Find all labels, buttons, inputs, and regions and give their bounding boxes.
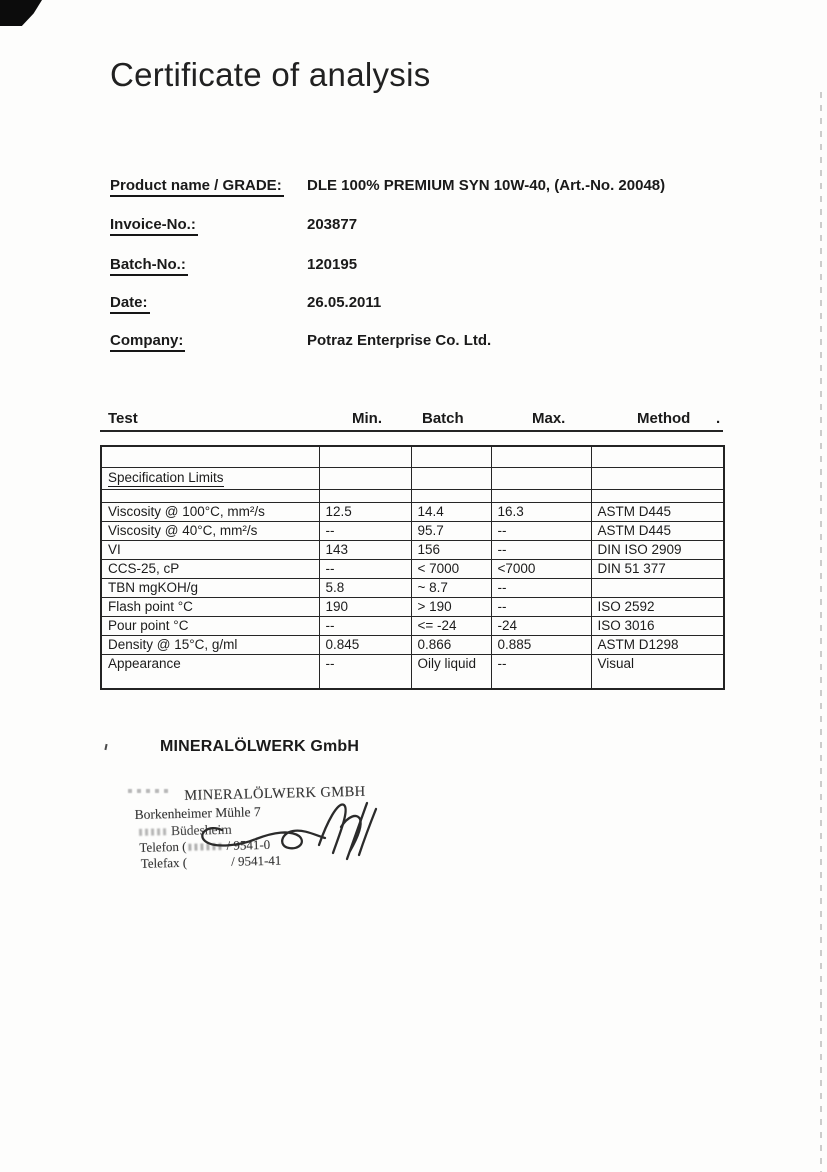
cell-test: Pour point °C [101,617,319,636]
table-row [101,598,724,617]
stamp-smudge [188,842,224,850]
stamp-street: Borkenheimer Mühle 7 [134,804,261,822]
scan-edge-dashed-line [820,92,822,1172]
cell-method: ISO 3016 [591,617,724,636]
col-header-max: Max. [532,410,566,427]
table-row [101,617,724,636]
table-row [101,541,724,560]
results-table [100,445,725,690]
cell-batch: 0.866 [411,636,491,655]
cell-test: Viscosity @ 100°C, mm²/s [101,503,319,522]
table-row [101,636,724,655]
table-row-blank [101,446,724,468]
cell-min: 5.8 [319,579,411,598]
cell-batch: ~ 8.7 [411,579,491,598]
cell-batch: <= -24 [411,617,491,636]
field-company [110,332,730,352]
cell-method: ASTM D1298 [591,636,724,655]
stamp-smudge [139,828,169,836]
cell-test: Viscosity @ 40°C, mm²/s [101,522,319,541]
field-product-grade [110,177,730,197]
table-row-blank [101,490,724,503]
cell-max: -- [491,579,591,598]
cell-method: Visual [591,655,724,690]
stamp-telefon-prefix: Telefon ( [139,838,187,855]
field-date [110,294,730,314]
section-label: Specification Limits [108,470,224,486]
cell-min: 0.845 [319,636,411,655]
cell-max: -24 [491,617,591,636]
field-value: 120195 [307,256,358,273]
table-row [101,503,724,522]
field-value: 203877 [307,216,358,233]
field-batch-no [110,256,730,276]
col-header-batch: Batch [422,410,464,427]
cell-method: ASTM D445 [591,522,724,541]
table-row [101,522,724,541]
field-label: Company: [110,332,185,352]
field-value: DLE 100% PREMIUM SYN 10W-40, (Art.-No. 20048) [307,177,666,194]
cell-method: ASTM D445 [591,503,724,522]
field-invoice-no [110,216,730,236]
cell-min: 143 [319,541,411,560]
cell-method: DIN 51 377 [591,560,724,579]
company-stamp [130,783,402,872]
stamp-telefax-prefix: Telefax ( [140,854,188,871]
cell-batch: 95.7 [411,522,491,541]
cell-method [591,579,724,598]
field-label: Date: [110,294,150,314]
cell-max: 16.3 [491,503,591,522]
cell-batch: > 190 [411,598,491,617]
scan-speck [104,744,107,750]
cell-method: DIN ISO 2909 [591,541,724,560]
col-header-test: Test [108,410,138,427]
col-header-min: Min. [352,410,382,427]
cell-batch: 156 [411,541,491,560]
cell-batch: 14.4 [411,503,491,522]
cell-test: Appearance [101,655,319,690]
cell-test: TBN mgKOH/g [101,579,319,598]
results-header [100,403,723,432]
stamp-telefax-suffix: / 9541-41 [230,852,282,869]
table-row-section [101,468,724,490]
field-label: Invoice-No.: [110,216,198,236]
field-value: 26.05.2011 [307,294,382,311]
cell-max: 0.885 [491,636,591,655]
stamp-company-name: MINERALÖLWERK GMBH [184,783,366,804]
cell-test: CCS-25, cP [101,560,319,579]
cell-max: -- [491,655,591,690]
table-row [101,579,724,598]
stamp-gap [189,858,229,866]
cell-min: 12.5 [319,503,411,522]
issuer-name: MINERALÖLWERK GmbH [160,738,360,755]
cell-max: <7000 [491,560,591,579]
table-row [101,560,724,579]
stamp-city: Büdesheim [170,821,232,839]
scan-corner-artifact [0,0,42,26]
cell-test: VI [101,541,319,560]
field-label: Batch-No.: [110,256,188,276]
cell-min: -- [319,560,411,579]
field-value: Potraz Enterprise Co. Ltd. [307,332,492,349]
stamp-telefon-suffix: / 9541-0 [226,836,271,853]
cell-min: -- [319,655,411,690]
cell-min: 190 [319,598,411,617]
cell-test: Density @ 15°C, g/ml [101,636,319,655]
field-label: Product name / GRADE: [110,177,284,197]
col-header-dot: . [716,410,721,427]
cell-max: -- [491,522,591,541]
cell-method: ISO 2592 [591,598,724,617]
cell-batch: < 7000 [411,560,491,579]
cell-batch: Oily liquid [411,655,491,690]
cell-max: -- [491,541,591,560]
cell-min: -- [319,617,411,636]
col-header-method: Method [637,410,691,427]
cell-max: -- [491,598,591,617]
document-title: Certificate of analysis [110,56,431,93]
cell-min: -- [319,522,411,541]
table-row [101,655,724,690]
cell-test: Flash point °C [101,598,319,617]
